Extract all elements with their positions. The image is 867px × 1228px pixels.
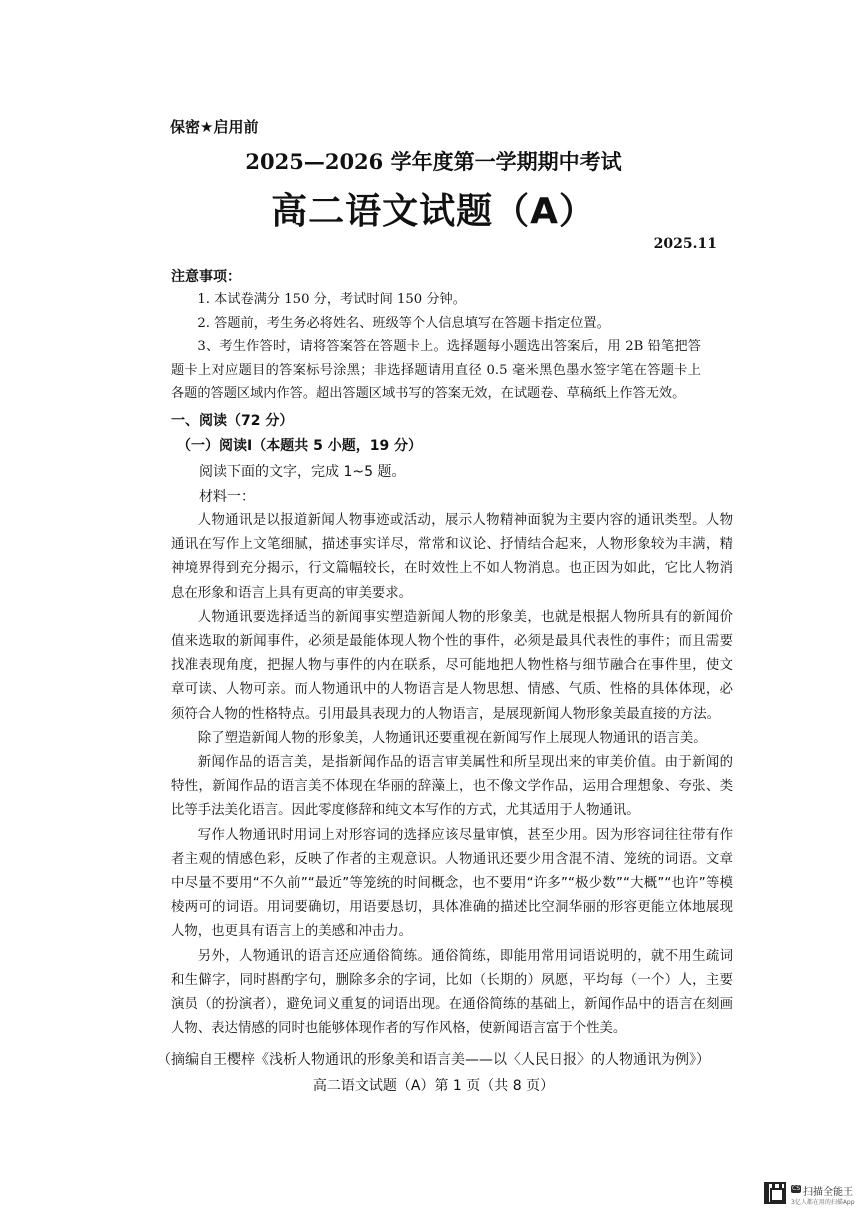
qr-code-icon bbox=[764, 1182, 786, 1204]
article-citation: （摘编自王樱梓《浅析人物通讯的形象美和语言美——以〈人民日报〉的人物通讯为例》） bbox=[157, 1052, 710, 1068]
article-paragraph: 写作人物通讯时用词上对形容词的选择应该尽量审慎，甚至少用。因为形容词往往带有作者主观的情感色彩，反映了作者的主观意识。人物通讯还要少用含混不清、笼统的词语。文章中尽量不要用“不久前”“最近”等笼统的时间概念，也不要用“许多”“极少数”“大概”“也许”等模棱两可的词语。用词要确切，用语要恳切，具体准确的描述比空洞华丽的形容更能立体地展现人物，也更具有语言上的美感和冲击力。 bbox=[171, 827, 733, 940]
exam-date: 2025.11 bbox=[653, 236, 717, 252]
reading-instruction: 阅读下面的文字，完成 1~5 题。 bbox=[199, 464, 406, 480]
notes-list bbox=[171, 288, 701, 406]
notes-heading: 注意事项： bbox=[171, 269, 241, 285]
subsection-heading: （一）阅读Ⅰ（本题共 5 小题，19 分） bbox=[177, 438, 423, 454]
paper-title: 高二语文试题（A） bbox=[271, 191, 596, 232]
article-paragraph: 除了塑造新闻人物的形象美，人物通讯还要重视在新闻写作上展现人物通讯的语言美。 bbox=[197, 730, 707, 746]
article-paragraph: 另外，人物通讯的语言还应通俗简练。通俗简练，即能用常用词语说明的，就不用生疏词和生僻字，同时斟酌字句，删除多余的字词，比如（长期的）夙愿，平均每（一个）人，主要演员（的扮演者），避免词义重复的词语出现。在通俗简练的基础上，新闻作品中的语言在刻画人物、表达情感的同时也能够体现作者的写作风格，使新闻语言富于个性美。 bbox=[171, 948, 733, 1037]
section-heading: 一、阅读（72 分） bbox=[171, 413, 294, 429]
article-paragraph: 人物通讯要选择适当的新闻事实塑造新闻人物的形象美，也就是根据人物所具有的新闻价值来选取的新闻事件，必须是最能体现人物个性的事件，必须是最具代表性的事件；而且需要找准表现角度，把握人物与事件的内在联系，尽可能地把人物性格与细节融合在事件里，使文章可读、人物可亲。而人物通讯中的人物语言是人物思想、情感、气质、性格的具体体现，必须符合人物的性格特点。引用最具表现力的人物语言，是展现新闻人物形象美最直接的方法。 bbox=[171, 609, 733, 722]
article-paragraph: 人物通讯是以报道新闻人物事迹或活动，展示人物精神面貌为主要内容的通讯类型。人物通讯在写作上文笔细腻，描述事实详尽，常常和议论、抒情结合起来，人物形象较为丰满，精神境界得到充分揭示，行文篇幅较长，在时效性上不如人物消息。也正因为如此，它比人物消息在形象和语言上具有更高的审美要求。 bbox=[171, 513, 733, 601]
note-item: 1. 本试卷满分 150 分，考试时间 150 分钟。 bbox=[197, 292, 466, 307]
scanner-watermark: 扫描全能王 bbox=[803, 1187, 853, 1198]
exam-title: 2025—2026 学年度第一学期期中考试 bbox=[245, 149, 622, 174]
page-footer: 高二语文试题（A）第 1 页（共 8 页） bbox=[312, 1078, 555, 1094]
scanner-tagline: 3亿人都在用的扫描App bbox=[791, 1199, 855, 1206]
article-paragraph: 新闻作品的语言美，是指新闻作品的语言审美属性和所呈现出来的审美价值。由于新闻的特性，新闻作品的语言美不体现在华丽的辞藻上，也不像文学作品，运用合理想象、夸张、类比等手法美化语言。因此零度修辞和纯文本写作的方式，尤其适用于人物通讯。 bbox=[171, 755, 733, 819]
article-body bbox=[171, 509, 733, 1041]
note-item: 2. 答题前，考生务必将姓名、班级等个人信息填写在答题卡指定位置。 bbox=[197, 315, 610, 331]
material-label: 材料一： bbox=[199, 489, 255, 505]
confidential-label: 保密★启用前 bbox=[170, 118, 259, 136]
scanner-logo-icon: CS bbox=[792, 1185, 800, 1192]
note-item: 3、考生作答时，请将答案答在答题卡上。选择题每小题选出答案后，用 2B 铅笔把答题卡上对应题目的答案标号涂黑；非选择题请用直径 0.5 毫米黑色墨水签字笔在答题卡上各题的答题区域内作答。超出答题区域书写的答案无效，在试题卷、草稿纸上作答无效。 bbox=[171, 339, 701, 401]
